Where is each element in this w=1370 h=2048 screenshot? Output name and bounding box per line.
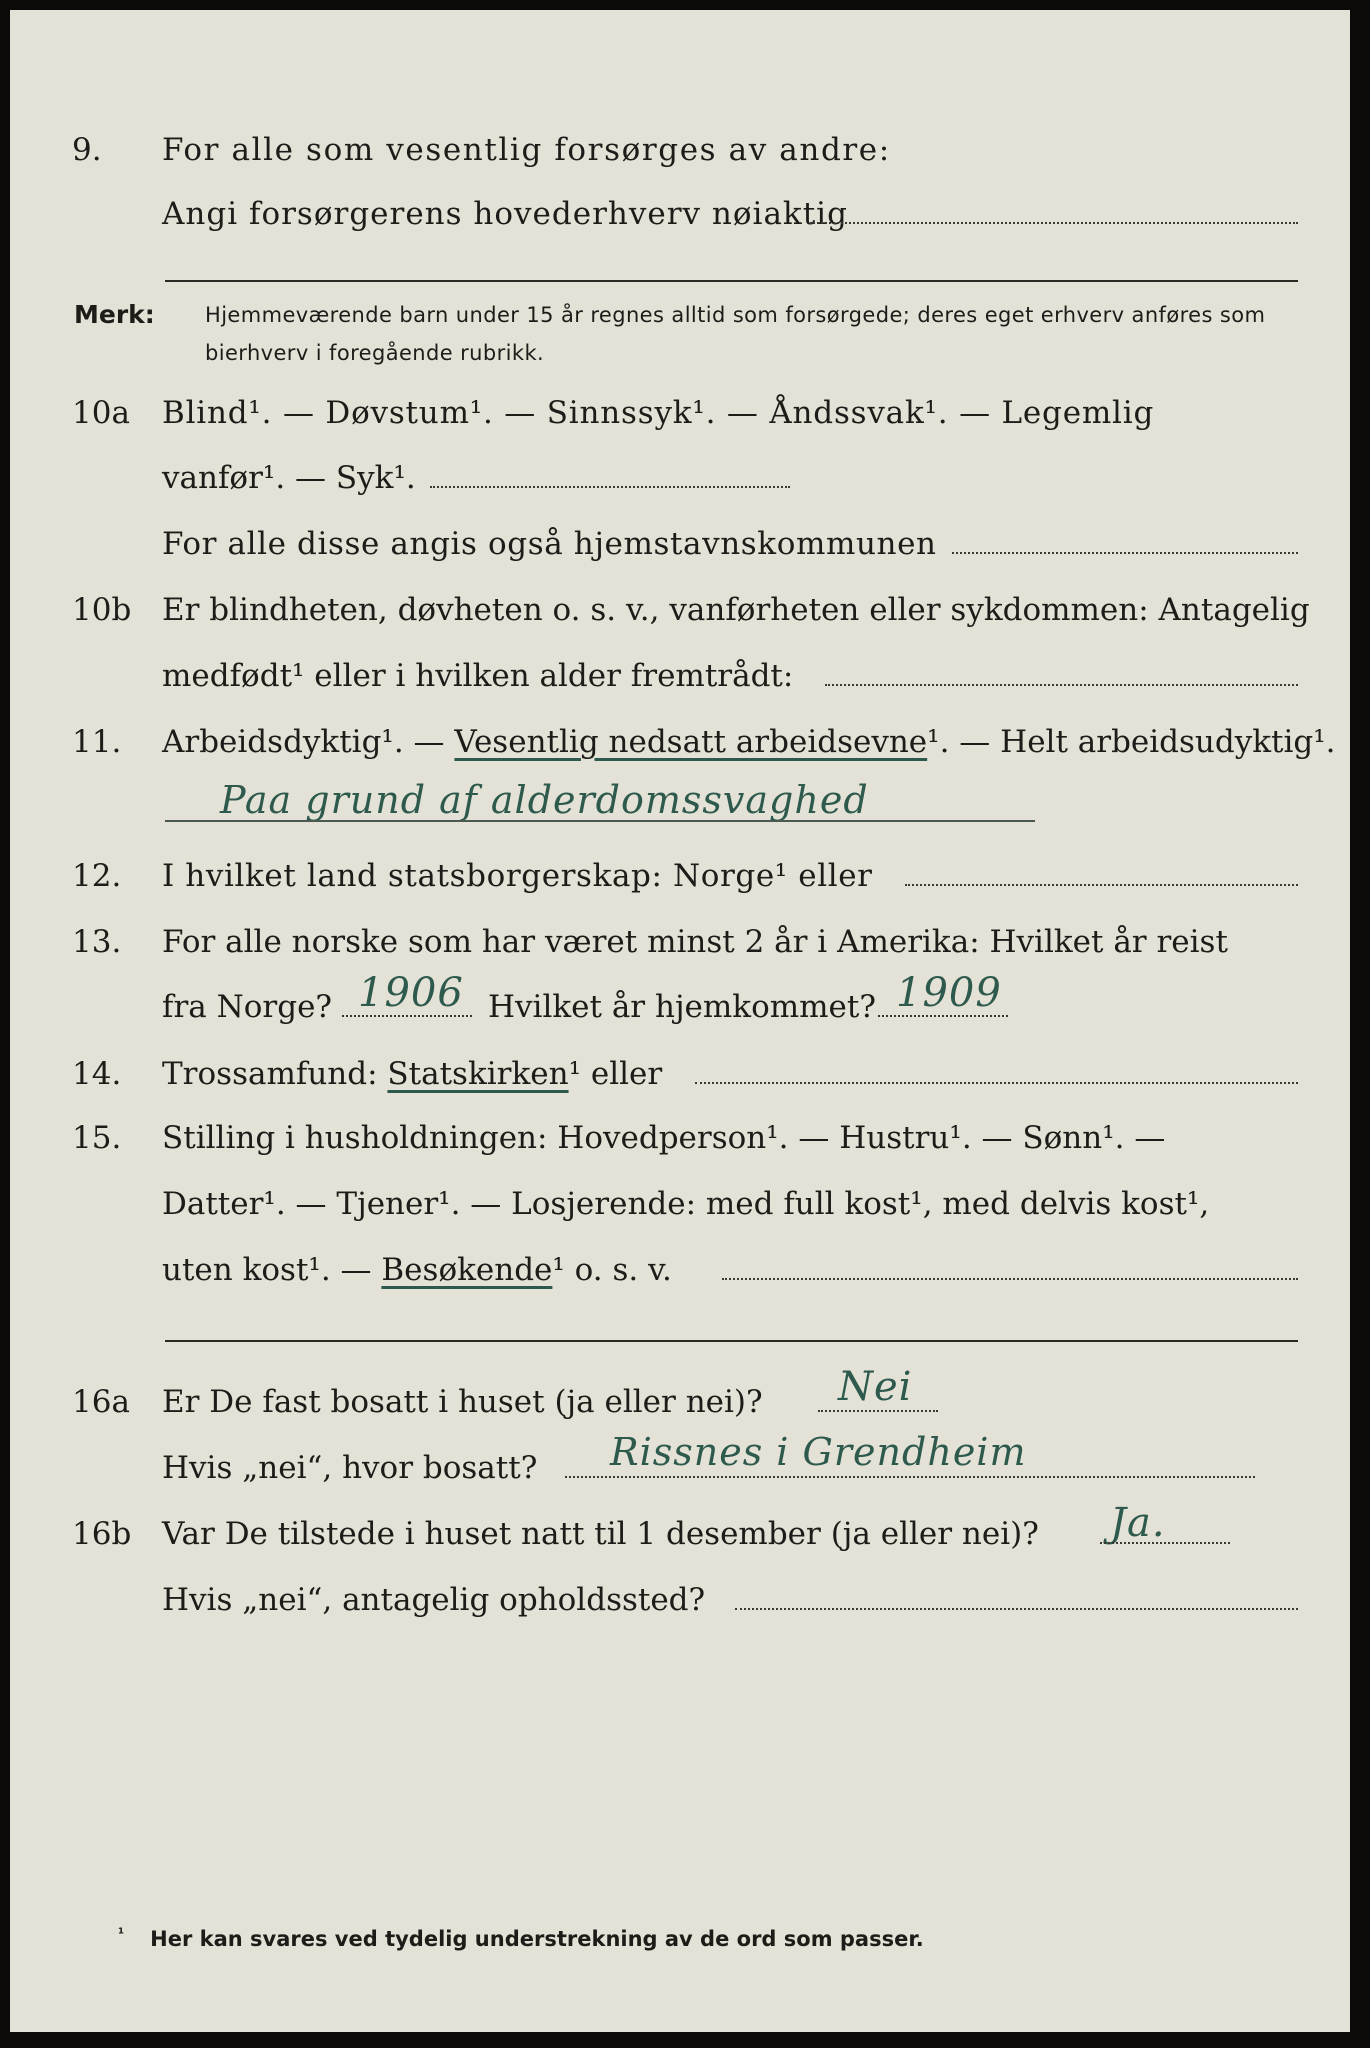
q11-handwritten-answer: Paa grund af alderdomssvaghed [220, 778, 869, 822]
q13-number: 13. [72, 924, 122, 960]
q9-answer-field[interactable] [810, 222, 1298, 224]
q15-number: 15. [72, 1120, 122, 1156]
q15-answer-field[interactable] [722, 1278, 1298, 1280]
q16a-answer-field[interactable] [818, 1410, 938, 1412]
q14-answer-field[interactable] [695, 1082, 1298, 1084]
q9-number: 9. [72, 132, 102, 168]
q13-year-left-field[interactable] [342, 1015, 472, 1017]
q9-question: For alle som vesentlig forsørges av andre: [162, 132, 891, 168]
merk-label: Merk: [74, 300, 155, 329]
q15-question-2: Datter¹. — Tjener¹. — Losjerende: med full kost¹, med delvis kost¹, [162, 1186, 1210, 1222]
q14-question [162, 1054, 662, 1094]
q16a-place-field[interactable] [565, 1476, 1255, 1478]
q10a-number: 10a [72, 395, 130, 431]
q11-question [162, 722, 1336, 762]
q10a-hjemstavn-field[interactable] [952, 552, 1298, 554]
q13-question-2b: Hvilket år hjemkommet? [488, 989, 876, 1025]
q15-uten-kost: uten kost¹. — [162, 1252, 372, 1288]
footnote-mark: ¹ [118, 1926, 125, 1942]
q12-number: 12. [72, 858, 122, 894]
q13-handwritten-year-return: 1909 [896, 970, 1002, 1016]
q14-number: 14. [72, 1056, 122, 1092]
q14-statskirken-underlined[interactable]: Statskirken [387, 1056, 569, 1092]
q16a-handwritten-answer: Nei [838, 1364, 913, 1410]
q15-osv: ¹ o. s. v. [552, 1252, 672, 1288]
q16b-question-2: Hvis „nei“, antagelig opholdssted? [162, 1582, 706, 1618]
q11-number: 11. [72, 724, 122, 760]
footnote-text: Her kan svares ved tydelig understrekning av de ord som passer. [150, 1927, 924, 1951]
q13-year-return-field[interactable] [878, 1015, 1008, 1017]
q16b-question: Var De tilstede i huset natt til 1 desember (ja eller nei)? [162, 1516, 1039, 1552]
q9-answer-line[interactable] [165, 280, 1298, 282]
merk-note: Hjemmeværende barn under 15 år regnes alltid som forsørgede; deres eget erhverv anføres som bierhverv i foregående rubrikk. [205, 303, 1266, 365]
q10a-question-2: vanfør¹. — Syk¹. [162, 460, 416, 496]
q15-besokende-underlined[interactable]: Besøkende [381, 1252, 553, 1288]
q10b-answer-field[interactable] [825, 684, 1298, 686]
q12-answer-field[interactable] [905, 884, 1298, 886]
q13-handwritten-year-left: 1906 [358, 970, 464, 1016]
q12-question: I hvilket land statsborgerskap: Norge¹ eller [162, 858, 873, 894]
q9-question-2: Angi forsørgerens hovederhverv nøiaktig [162, 196, 848, 232]
footnote [118, 1926, 924, 1951]
q15-answer-line[interactable] [165, 1340, 1298, 1342]
q16a-number: 16a [72, 1384, 130, 1420]
q16a-handwritten-place: Rissnes i Grendheim [610, 1430, 1027, 1474]
q11-answer-line[interactable] [165, 820, 1035, 822]
q10b-number: 10b [72, 592, 132, 628]
q14-label: Trossamfund: [162, 1056, 378, 1092]
q16b-answer-field-2[interactable] [735, 1608, 1298, 1610]
q10b-question-2: medfødt¹ eller i hvilken alder fremtrådt: [162, 658, 794, 694]
q16b-answer-field[interactable] [1100, 1542, 1230, 1544]
q10a-question: Blind¹. — Døvstum¹. — Sinnssyk¹. — Åndssvak¹. — Legemlig [162, 395, 1155, 431]
census-form-page [10, 10, 1350, 2032]
q16b-handwritten-answer: Ja. [1110, 1500, 1166, 1546]
q10b-question: Er blindheten, døvheten o. s. v., vanførheten eller sykdommen: Antagelig [162, 592, 1310, 628]
q16a-question: Er De fast bosatt i huset (ja eller nei)? [162, 1384, 763, 1420]
q11-option-nedsatt-underlined[interactable]: Vesentlig nedsatt arbeidsevne [454, 724, 928, 760]
q10a-syk-field[interactable] [430, 486, 790, 488]
q10a-question-3: For alle disse angis også hjemstavnskommunen [162, 526, 937, 562]
q11-option-udyktig: ¹. — Helt arbeidsudyktig¹. [927, 724, 1336, 760]
q15-question-3 [162, 1250, 672, 1290]
q16a-question-2: Hvis „nei“, hvor bosatt? [162, 1450, 538, 1486]
q11-option-arbeidsdyktig: Arbeidsdyktig¹. — [162, 724, 445, 760]
q13-question: For alle norske som har været minst 2 år i Amerika: Hvilket år reist [162, 924, 1228, 960]
q14-eller: ¹ eller [568, 1056, 663, 1092]
q15-question: Stilling i husholdningen: Hovedperson¹. — Hustru¹. — Sønn¹. — [162, 1120, 1166, 1156]
q16b-number: 16b [72, 1516, 132, 1552]
q13-question-2a: fra Norge? [162, 989, 333, 1025]
